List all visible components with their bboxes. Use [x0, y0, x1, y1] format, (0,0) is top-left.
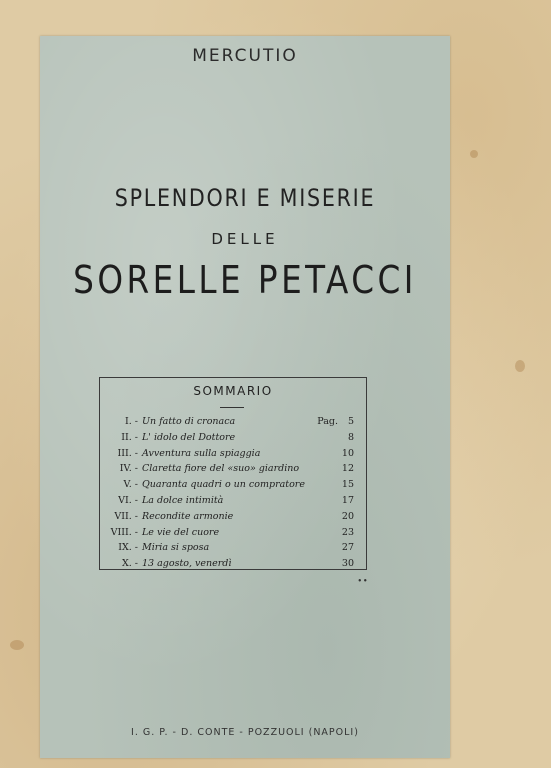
toc-entry-title: Un fatto di cronaca [142, 416, 236, 427]
toc-heading: SOMMARIO [193, 384, 273, 398]
toc-entry-number: VII. - [114, 510, 138, 522]
toc-entry [104, 463, 360, 479]
toc-entry-title: Claretta fiore del «suo» giardino [142, 463, 300, 475]
cover-sheet [40, 36, 450, 758]
toc-entry-page: 20 [341, 510, 354, 522]
table-of-contents [99, 377, 367, 570]
toc-entry-number: VIII. - [110, 526, 138, 538]
toc-entry [104, 527, 360, 543]
toc-entry-page: 23 [341, 526, 354, 538]
stain-mark [10, 640, 24, 650]
title-line-1: SPLENDORI E MISERIE [114, 184, 376, 212]
toc-entry-title: L' idolo del Dottore [142, 431, 236, 443]
toc-page-label: Pag. [317, 416, 338, 427]
stain-mark [470, 150, 478, 158]
publisher-imprint: I. G. P. - D. CONTE - POZZUOLI (NAPOLI) [131, 727, 359, 738]
toc-list [104, 416, 360, 574]
toc-entry-number: X. - [121, 558, 138, 570]
toc-entry [104, 511, 360, 527]
toc-entry-page: 15 [341, 479, 354, 491]
toc-entry [104, 479, 360, 495]
toc-entry-number: VI. - [118, 494, 138, 506]
toc-entry-title: La dolce intimità [142, 494, 224, 506]
toc-entry [104, 558, 360, 574]
toc-entry-number: I. - [124, 416, 138, 427]
toc-entry-page: 12 [341, 463, 354, 475]
toc-entry-number: III. - [117, 447, 138, 459]
toc-heading-rule [220, 407, 244, 408]
ink-mark: • • [358, 576, 368, 587]
toc-entry-number: V. - [123, 479, 138, 491]
toc-entry-page: 30 [341, 558, 354, 570]
toc-entry-title: 13 agosto, venerdì [142, 558, 232, 570]
title-line-2: DELLE [211, 230, 279, 248]
author-name: MERCUTIO [192, 46, 298, 66]
toc-entry-number: II. - [121, 431, 138, 443]
toc-entry [104, 495, 360, 511]
toc-entry [104, 432, 360, 448]
toc-entry [104, 416, 360, 432]
toc-entry-title: Avventura sulla spiaggia [142, 447, 261, 459]
toc-entry-title: Quaranta quadri o un compratore [142, 479, 305, 491]
toc-entry-page: 8 [347, 431, 354, 443]
toc-entry-page: 5 [347, 416, 354, 427]
toc-entry [104, 542, 360, 558]
stain-mark [515, 360, 525, 372]
toc-entry-title: Recondite armonie [142, 510, 234, 522]
title-line-3: SORELLE PETACCI [73, 258, 417, 302]
toc-entry-page: 10 [341, 447, 354, 459]
toc-entry-page: 27 [341, 542, 354, 554]
toc-entry-number: IX. - [118, 542, 138, 554]
toc-entry-number: IV. - [119, 463, 138, 475]
toc-entry-title: Miria si sposa [142, 542, 210, 554]
toc-entry-page: 17 [341, 494, 354, 506]
toc-entry [104, 448, 360, 464]
toc-entry-title: Le vie del cuore [142, 526, 220, 538]
